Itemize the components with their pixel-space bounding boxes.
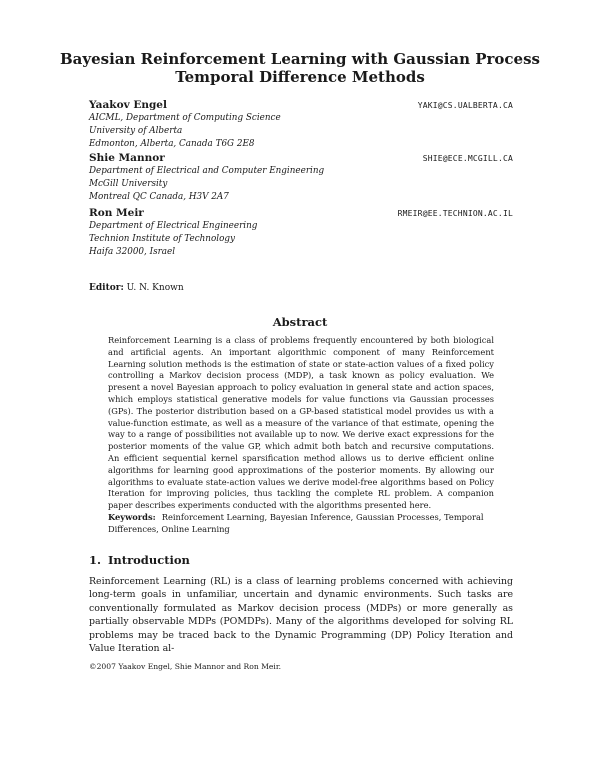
- author-block: [89, 99, 513, 151]
- paper-title: [60, 50, 540, 86]
- author-block: [89, 152, 513, 204]
- abstract-text: Reinforcement Learning is a class of problems frequently encountered by both biological and artificial agents. An important algorithmic component of many Reinforcement Learning solution methods is the estimation of state or state-action values of a fixed policy controlling a Markov decision process (MDP), a task known as policy evaluation. We present a novel Bayesian approach to policy evaluation in general state and action spaces, which employs statistical generative models for value functions via Gaussian processes (GPs). The posterior distribution based on a GP-based statistical model provides us with a value-function estimate, as well as a measure of the variance of that estimate, opening the way to a range of possibilities not available up to now. We derive exact expressions for the posterior moments of the value GP, which admit both batch and recursive computations. An efficient sequential kernel sparsification method allows us to derive efficient online algorithms for learning good approximations of the posterior moments. By allowing our algorithms to evaluate state-action values we derive model-free algorithms based on Policy Iteration for improving policies, thus tackling the complete RL problem. A companion paper describes experiments conducted with the algorithms presented here.: [108, 335, 494, 511]
- keywords-label: Keywords:: [108, 512, 156, 522]
- affiliation-line: Department of Electrical Engineering: [89, 221, 258, 231]
- keywords-text: Reinforcement Learning, Bayesian Inference, Gaussian Processes, Temporal Differences, Online Learning: [108, 512, 484, 534]
- author-email: SHIE@ECE.MCGILL.CA: [422, 154, 513, 163]
- editor-line: [89, 283, 184, 293]
- section-heading: [89, 553, 190, 567]
- affiliation-line: Edmonton, Alberta, Canada T6G 2E8: [89, 139, 255, 149]
- editor-label: Editor:: [89, 283, 124, 293]
- affiliation-line: Department of Electrical and Computer Engineering: [89, 166, 325, 176]
- intro-text: Reinforcement Learning (RL) is a class of learning problems concerned with achieving long-term goals in unfamiliar, uncertain and dynamic environments. Such tasks are conventionally formulated as Markov decision process (MDPs) or more generally as partially observable MDPs (POMDPs). Many of the algorithms developed for solving RL problems may be traced back to the Dynamic Programming (DP) Policy Iteration and Value Iteration al-: [89, 576, 513, 655]
- editor-name: U. N. Known: [126, 283, 184, 293]
- title-line-1: Bayesian Reinforcement Learning with Gaussian Process: [60, 50, 540, 68]
- keywords: [108, 512, 494, 536]
- author-name: Shie Mannor: [89, 152, 165, 164]
- affiliation-line: Technion Institute of Technology: [89, 234, 235, 244]
- affiliation-line: University of Alberta: [89, 126, 183, 136]
- copyright-notice: ©2007 Yaakov Engel, Shie Mannor and Ron Meir.: [89, 662, 282, 671]
- affiliation-line: Haifa 32000, Israel: [89, 247, 176, 257]
- abstract-heading: Abstract: [272, 315, 328, 329]
- affiliation-line: Montreal QC Canada, H3V 2A7: [89, 192, 229, 202]
- affiliation-line: McGill University: [89, 179, 168, 189]
- author-block: [89, 207, 513, 259]
- section-number: 1.: [89, 553, 102, 567]
- title-line-2: Temporal Difference Methods: [175, 68, 425, 86]
- affiliation-line: AICML, Department of Computing Science: [89, 113, 281, 123]
- author-name: Yaakov Engel: [89, 99, 167, 111]
- author-email: RMEIR@EE.TECHNION.AC.IL: [397, 209, 513, 218]
- author-email: YAKI@CS.UALBERTA.CA: [417, 101, 513, 110]
- section-title: Introduction: [108, 553, 190, 567]
- author-name: Ron Meir: [89, 207, 144, 219]
